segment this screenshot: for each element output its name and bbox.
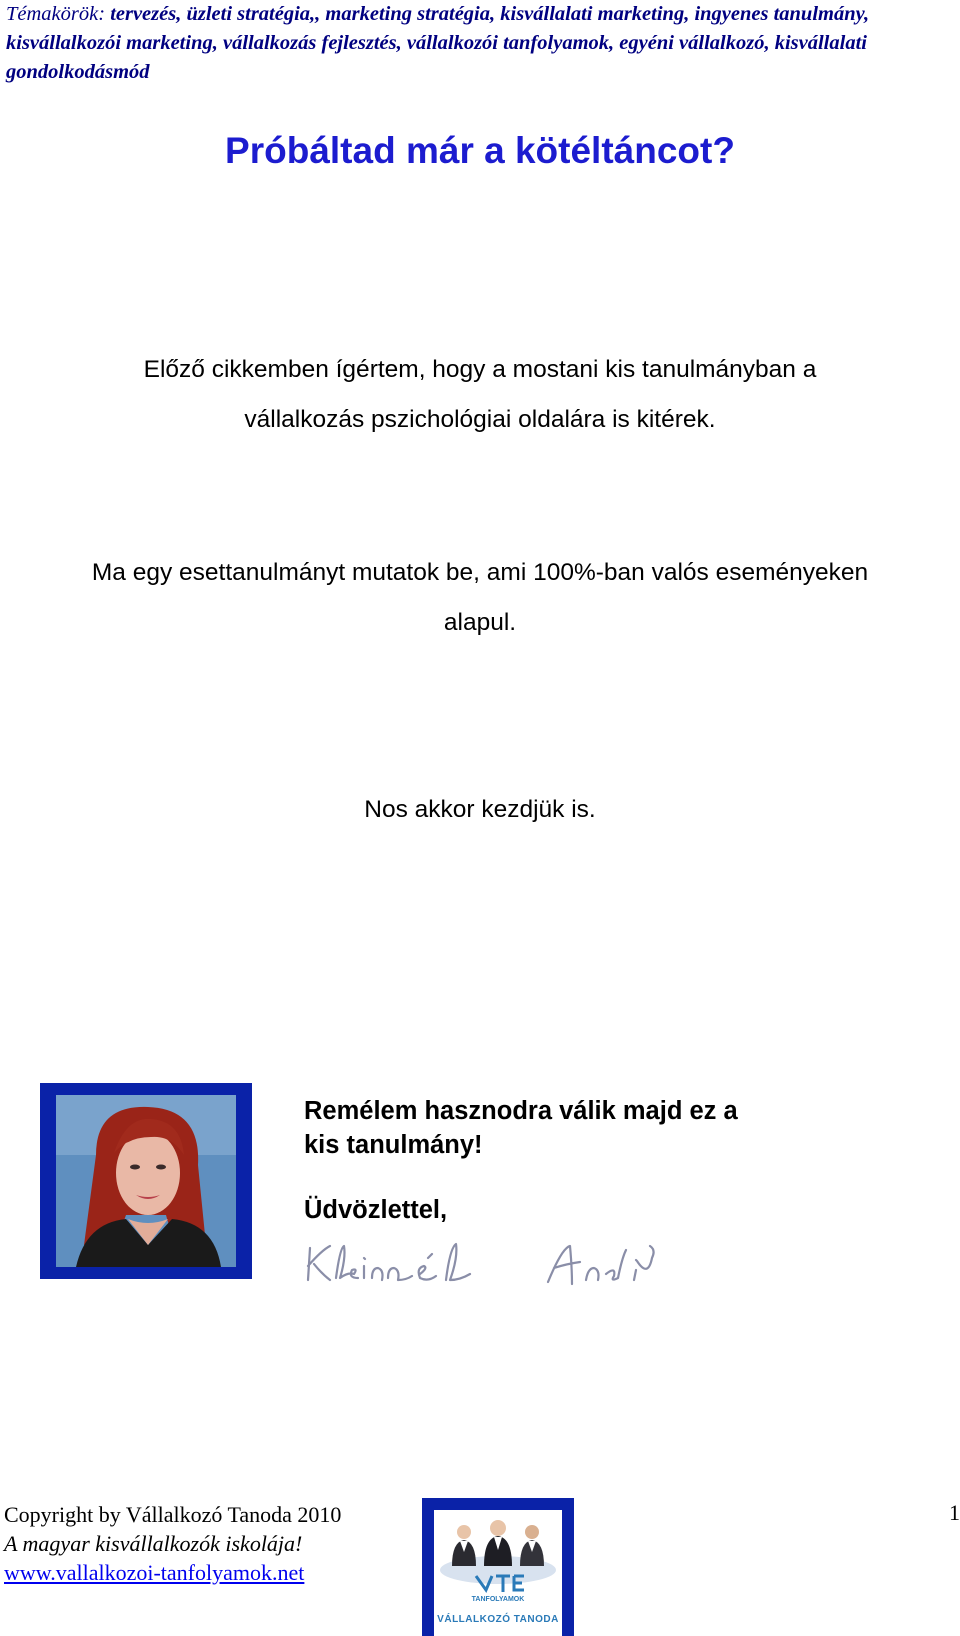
case-study-line-1: Ma egy esettanulmányt mutatok be, ami 100%-ban valós eseményeken bbox=[91, 559, 869, 586]
handwritten-signature bbox=[300, 1228, 700, 1308]
case-study-paragraph bbox=[0, 548, 960, 648]
logo-line-2: VÁLLALKOZÓ TANODA bbox=[437, 1614, 559, 1625]
footer-tagline: A magyar kisvállalkozók iskolája! bbox=[4, 1531, 303, 1556]
company-logo-frame bbox=[422, 1498, 574, 1636]
intro-line-2: vállalkozás pszichológiai oldalára is kitérek. bbox=[244, 406, 716, 433]
page-number: 1 bbox=[949, 1500, 960, 1525]
footer bbox=[4, 1500, 341, 1587]
greeting: Üdvözlettel, bbox=[304, 1196, 448, 1224]
topics-header bbox=[6, 0, 946, 87]
closing-text bbox=[304, 1094, 824, 1162]
start-paragraph: Nos akkor kezdjük is. bbox=[364, 796, 596, 823]
intro-line-1: Előző cikkemben ígértem, hogy a mostani kis tanulmányban a bbox=[143, 356, 817, 383]
article-title: Próbáltad már a kötéltáncot? bbox=[225, 130, 735, 171]
closing-line-2: kis tanulmány! bbox=[304, 1131, 483, 1159]
intro-paragraph bbox=[0, 345, 960, 445]
company-logo bbox=[434, 1510, 562, 1636]
logo-line-1: TANFOLYAMOK bbox=[471, 1596, 525, 1603]
footer-website-link[interactable]: www.vallalkozoi-tanfolyamok.net bbox=[4, 1560, 305, 1585]
author-photo-frame bbox=[40, 1083, 252, 1279]
case-study-line-2: alapul. bbox=[443, 609, 517, 636]
footer-copyright: Copyright by Vállalkozó Tanoda 2010 bbox=[4, 1502, 342, 1527]
closing-line-1: Remélem hasznodra válik majd ez a bbox=[304, 1097, 738, 1125]
topics-label: Témakörök: bbox=[6, 3, 111, 25]
topics-list: tervezés, üzleti stratégia,, marketing stratégia, kisvállalati marketing, ingyenes tanulmány, kisvállalkozói marketing, vállalkozás fejlesztés, vállalkozói tanfolyamok, egyéni vállalkozó, kisvállalati gondolkodásmód bbox=[6, 3, 870, 83]
author-photo bbox=[56, 1095, 236, 1267]
